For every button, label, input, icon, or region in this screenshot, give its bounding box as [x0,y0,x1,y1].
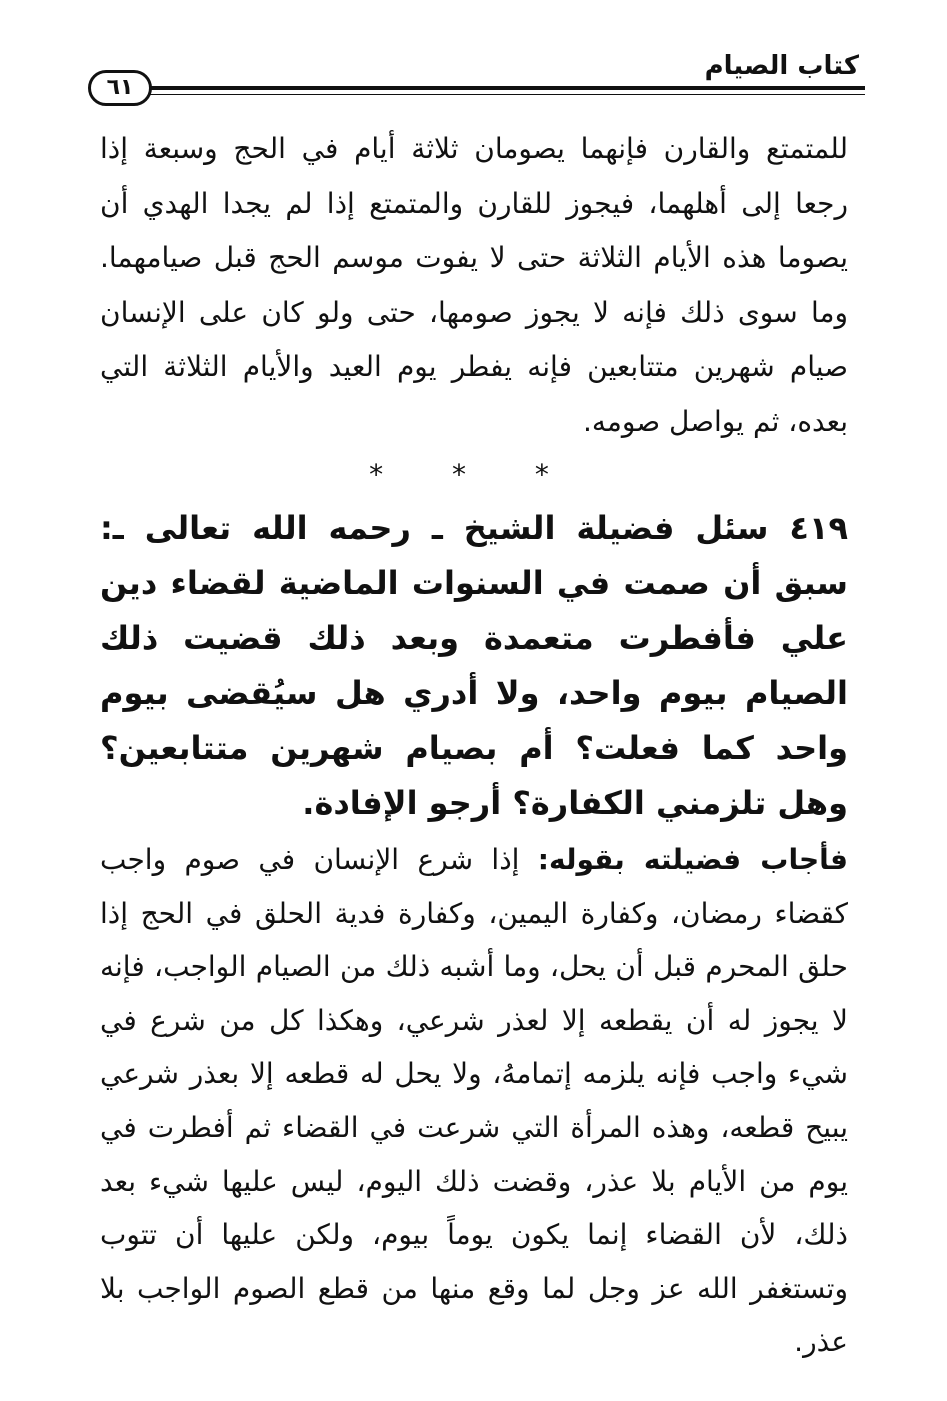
question-paragraph: ٤١٩ سئل فضيلة الشيخ ـ رحمه الله تعالى ـ: سبق أن صمت في السنوات الماضية لقضاء دين علي فأفطرت متعمدة وبعد ذلك قضيت ذلك الصيام بيوم واحد، ولا أدري هل سيُقضى بيوم واحد كما فعلت؟ أم بصيام شهرين متتابعين؟ وهل تلزمني الكفارة؟ أرجو الإفادة. [100,509,848,822]
answer-text: إذا شرع الإنسان في صوم واجب كقضاء رمضان، وكفارة اليمين، وكفارة فدية الحلق في الحج إذا حلق المحرم قبل أن يحل، وما أشبه ذلك من الصيام الواجب، فإنه لا يجوز له أن يقطعه إلا لعذر شرعي، وهكذا كل من شرع في شيء واجب فإنه يلزمه إتمامهُ، ولا يحل له قطعه إلا بعذر شرعي يبيح قطعه، وهذه المرأة التي شرعت في القضاء ثم أفطرت في يوم من الأيام بلا عذر، وقضت ذلك اليوم، ليس عليها شيء بعد ذلك، لأن القضاء إنما يكون يوماً بيوم، ولكن عليها أن تتوب وتستغفر الله عز وجل لما وقع منها من قطع الصوم الواجب بلا عذر. [100,843,848,1359]
page-header [88,48,865,106]
section-separator: * * * [369,458,579,491]
page-body [100,122,848,1369]
answer-lead: فأجاب فضيلته بقوله: [537,843,848,876]
answer-paragraph [100,833,848,1369]
paragraph-continuation: للمتمتع والقارن فإنهما يصومان ثلاثة أيام في الحج وسبعة إذا رجعا إلى أهلهما، فيجوز للقارن والمتمتع إذا لم يجدا الهدي أن يصوما هذه الأيام الثلاثة حتى لا يفوت موسم الحج قبل صيامهما. وما سوى ذلك فإنه لا يجوز صومها، حتى ولو كان على الإنسان صيام شهرين متتابعين فإنه يفطر يوم العيد والأيام الثلاثة التي بعده، ثم يواصل صومه. [100,132,848,438]
header-rule [146,86,865,90]
header-rule-thin [146,94,865,95]
chapter-title: كتاب الصيام [704,51,859,81]
page-number: ٦١ [88,70,152,106]
